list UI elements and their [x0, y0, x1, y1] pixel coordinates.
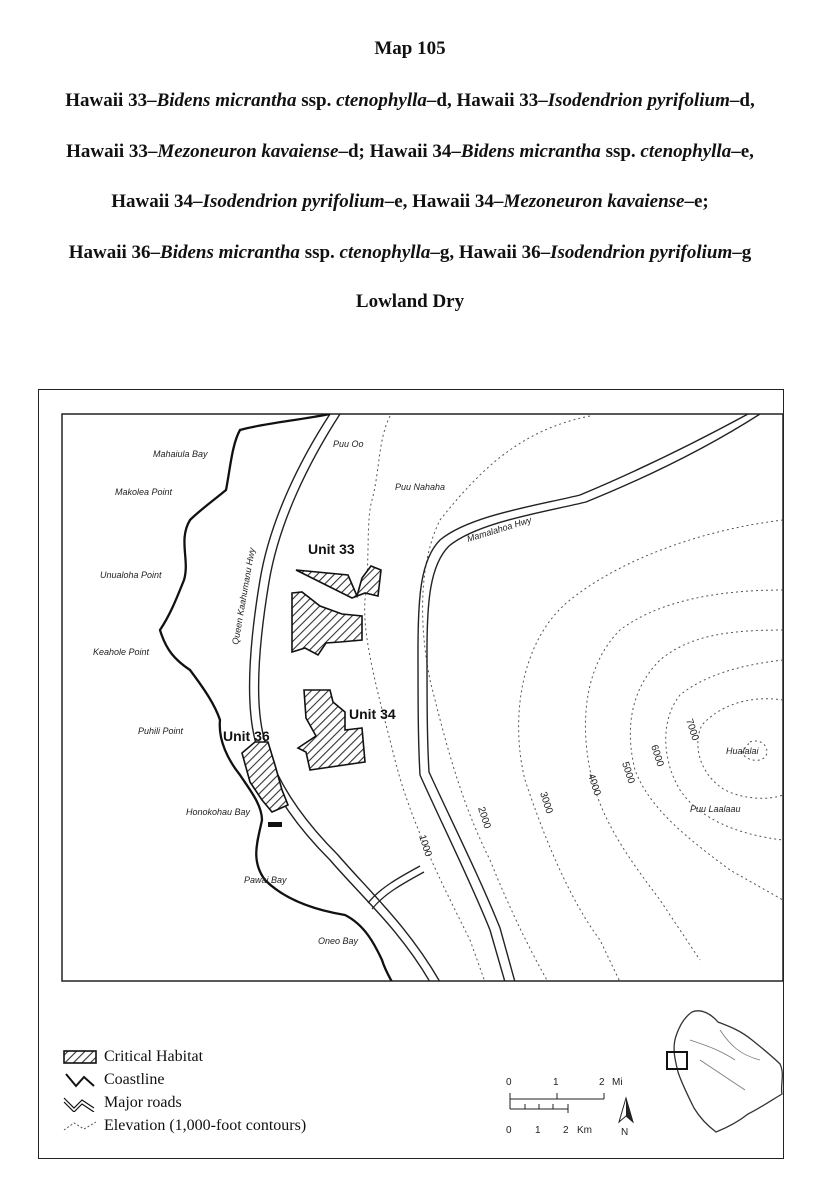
- label-puu-oo: Puu Oo: [333, 439, 364, 449]
- label-hualalai: Hualalai: [726, 746, 759, 756]
- unit-34-label: Unit 34: [349, 706, 396, 722]
- contour-label-1000: 1000: [416, 833, 434, 859]
- label-puu-laalaau: Puu Laalaau: [690, 804, 741, 814]
- scale-bar: [510, 1093, 604, 1113]
- title-line-1-segment: –d,: [729, 90, 755, 111]
- scale-km-0: 0: [506, 1125, 512, 1136]
- title-line-2-segment: Bidens micrantha: [460, 141, 601, 162]
- label-pawai-bay: Pawai Bay: [244, 875, 287, 885]
- label-puu-nahaha: Puu Nahaha: [395, 482, 446, 492]
- locator-inset: [667, 1011, 782, 1132]
- legend-elevation-label: Elevation (1,000-foot contours): [104, 1116, 307, 1134]
- contour-label-4000: 4000: [585, 772, 603, 798]
- contour-label-7000: 7000: [683, 717, 701, 743]
- label-oneo-bay: Oneo Bay: [318, 936, 359, 946]
- legend-critical-habitat: [62, 1045, 306, 1068]
- major-roads-swatch-icon: [62, 1094, 98, 1112]
- legend-major-roads-label: Major roads: [104, 1093, 182, 1111]
- legend: [62, 1045, 306, 1137]
- label-mahaiula-bay: Mahaiula Bay: [153, 449, 208, 459]
- title-line-2-segment: –e,: [731, 141, 754, 162]
- scale-km-1: 1: [535, 1125, 541, 1136]
- title-line-2-segment: –d; Hawaii 34–: [338, 141, 461, 162]
- scale-mi-unit: Mi: [612, 1077, 623, 1088]
- big-island-outline: [674, 1011, 782, 1132]
- title-line-4-segment: –g, Hawaii 36–: [430, 242, 551, 263]
- scale-mi-0: 0: [506, 1077, 512, 1088]
- legend-major-roads: [62, 1091, 306, 1114]
- title-line-3-segment: Isodendrion pyrifolium: [202, 191, 385, 212]
- map-area: [62, 414, 783, 981]
- map-subtitle: Lowland Dry: [355, 291, 465, 312]
- title-line-4-segment: Isodendrion pyrifolium: [550, 242, 733, 263]
- title-line-4-segment: –g: [732, 242, 752, 263]
- title-line-1-segment: ssp.: [296, 90, 337, 111]
- title-line-2-segment: Hawaii 33–: [66, 141, 158, 162]
- label-queen-kaahumanu-hwy: Queen Kaahumanu Hwy: [230, 547, 257, 646]
- label-makolea-point: Makolea Point: [115, 487, 173, 497]
- title-line-1-segment: Isodendrion pyrifolium: [547, 90, 730, 111]
- contour-label-6000: 6000: [648, 743, 666, 769]
- legend-critical-habitat-label: Critical Habitat: [104, 1047, 204, 1065]
- title-line-4-segment: Bidens micrantha: [160, 242, 300, 263]
- label-mamalahoa-hwy: Mamalahoa Hwy: [465, 514, 533, 544]
- contour-label-2000: 2000: [475, 805, 493, 831]
- title-line-2-segment: ssp.: [600, 141, 641, 162]
- label-unualoha-point: Unualoha Point: [100, 570, 162, 580]
- scale-km-2: 2: [563, 1125, 569, 1136]
- title-line-4-segment: ssp.: [299, 242, 340, 263]
- scale-mi-1: 1: [553, 1077, 559, 1088]
- elevation-swatch-icon: [62, 1117, 98, 1135]
- title-line-2-segment: Mezoneuron kavaiense: [157, 141, 339, 162]
- north-label: N: [621, 1127, 629, 1138]
- critical-habitat-swatch-icon: [62, 1048, 98, 1066]
- title-line-3-segment: Hawaii 34–: [111, 191, 203, 212]
- unit-33-label: Unit 33: [308, 541, 355, 557]
- scale-km-unit: Km: [577, 1125, 592, 1136]
- title-line-4-segment: ctenophylla: [339, 242, 431, 263]
- contour-label-3000: 3000: [537, 790, 555, 816]
- title-line-4-segment: Hawaii 36–: [68, 242, 161, 263]
- title-line-3-segment: –e, Hawaii 34–: [384, 191, 504, 212]
- title-line-1-segment: Hawaii 33–: [65, 90, 157, 111]
- title-line-1-segment: Bidens micrantha: [156, 90, 297, 111]
- label-keahole-point: Keahole Point: [93, 647, 150, 657]
- map-number: Map 105: [374, 38, 446, 59]
- title-line-1-segment: ctenophylla: [336, 90, 427, 111]
- label-puhili-point: Puhili Point: [138, 726, 184, 736]
- title-line-3-segment: Mezoneuron kavaiense: [503, 191, 685, 212]
- title-line-2-segment: ctenophylla: [640, 141, 732, 162]
- unit-36-label: Unit 36: [223, 728, 270, 744]
- legend-coastline-label: Coastline: [104, 1070, 165, 1088]
- coastline-swatch-icon: [62, 1071, 98, 1089]
- north-arrow-icon: [619, 1098, 633, 1138]
- title-line-3-segment: –e;: [684, 191, 709, 212]
- title-line-1-segment: –d, Hawaii 33–: [426, 90, 548, 111]
- contour-label-5000: 5000: [619, 760, 637, 786]
- scale-mi-2: 2: [599, 1077, 605, 1088]
- legend-elevation: [62, 1114, 306, 1137]
- honokohau-harbor-mark: [268, 822, 282, 827]
- legend-coastline: [62, 1068, 306, 1091]
- label-honokohau-bay: Honokohau Bay: [186, 807, 251, 817]
